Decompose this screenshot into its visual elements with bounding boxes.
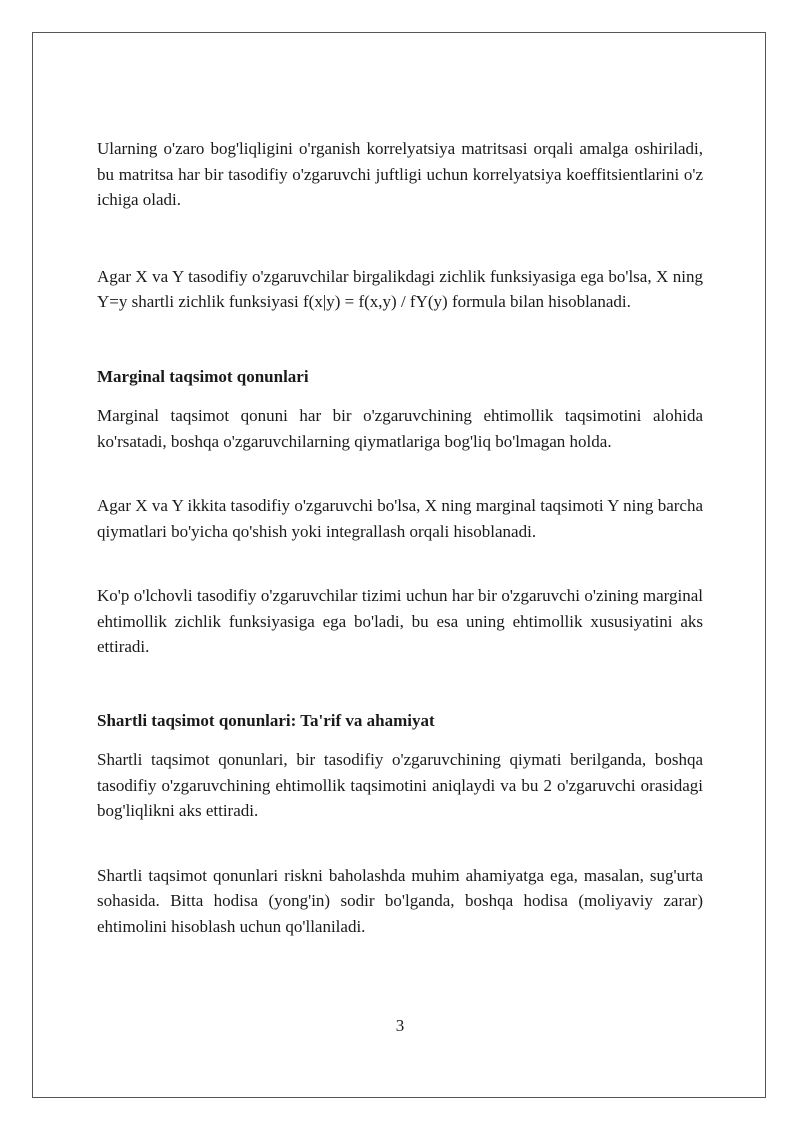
- page-number: 3: [395, 1016, 405, 1035]
- paragraph-conditional-risk: Shartli taqsimot qonunlari riskni baholashda muhim ahamiyatga ega, masalan, sug'urta sohasida. Bitta hodisa (yong'in) sodir bo'lganda, boshqa hodisa (moliyaviy zarar) ehtimolini hisoblash uchun qo'llaniladi.: [97, 865, 703, 936]
- paragraph-marginal-computation: Agar X va Y ikkita tasodifiy o'zgaruvchi bo'lsa, X ning marginal taqsimoti Y ning barcha qiymatlari bo'yicha qo'shish yoki integrallash orqali hisoblanadi.: [97, 496, 703, 541]
- heading-conditional-laws: Shartli taqsimot qonunlari: Ta'rif va ahamiyat: [97, 710, 435, 730]
- paragraph-marginal-definition: Marginal taqsimot qonuni har bir o'zgaruvchining ehtimollik taqsimotini alohida ko'rsatadi, boshqa o'zgaruvchilarning qiymatlariga bog'liq bo'lmagan holda.: [97, 406, 703, 451]
- paragraph-conditional-density: Agar X va Y tasodifiy o'zgaruvchilar birgalikdagi zichlik funksiyasiga ega bo'lsa, X ning Y=y shartli zichlik funksiyasi f(x|y) = f(x,y) / fY(y) formula bilan hisoblanadi.: [97, 266, 703, 311]
- paragraph-multivariate-marginal: Ko'p o'lchovli tasodifiy o'zgaruvchilar tizimi uchun har bir o'zgaruvchi o'zining marginal ehtimollik zichlik funksiyasiga ega bo'ladi, bu esa uning ehtimollik xususiyatini aks ettiradi.: [97, 586, 703, 656]
- paragraph-correlation-matrix: Ularning o'zaro bog'liqligini o'rganish korrelyatsiya matritsasi orqali amalga oshiriladi, bu matritsa har bir tasodifiy o'zgaruvchi juftligi uchun korrelyatsiya koeffitsientlarini o'z ichiga oladi.: [97, 139, 703, 209]
- paragraph-conditional-definition: Shartli taqsimot qonunlari, bir tasodifiy o'zgaruvchining qiymati berilganda, boshqa tasodifiy o'zgaruvchining ehtimollik taqsimotini aniqlaydi va bu 2 o'zgaruvchi orasidagi bog'liqlikni aks ettiradi.: [97, 750, 703, 820]
- heading-marginal-laws: Marginal taqsimot qonunlari: [97, 366, 309, 386]
- page-content: [97, 136, 703, 939]
